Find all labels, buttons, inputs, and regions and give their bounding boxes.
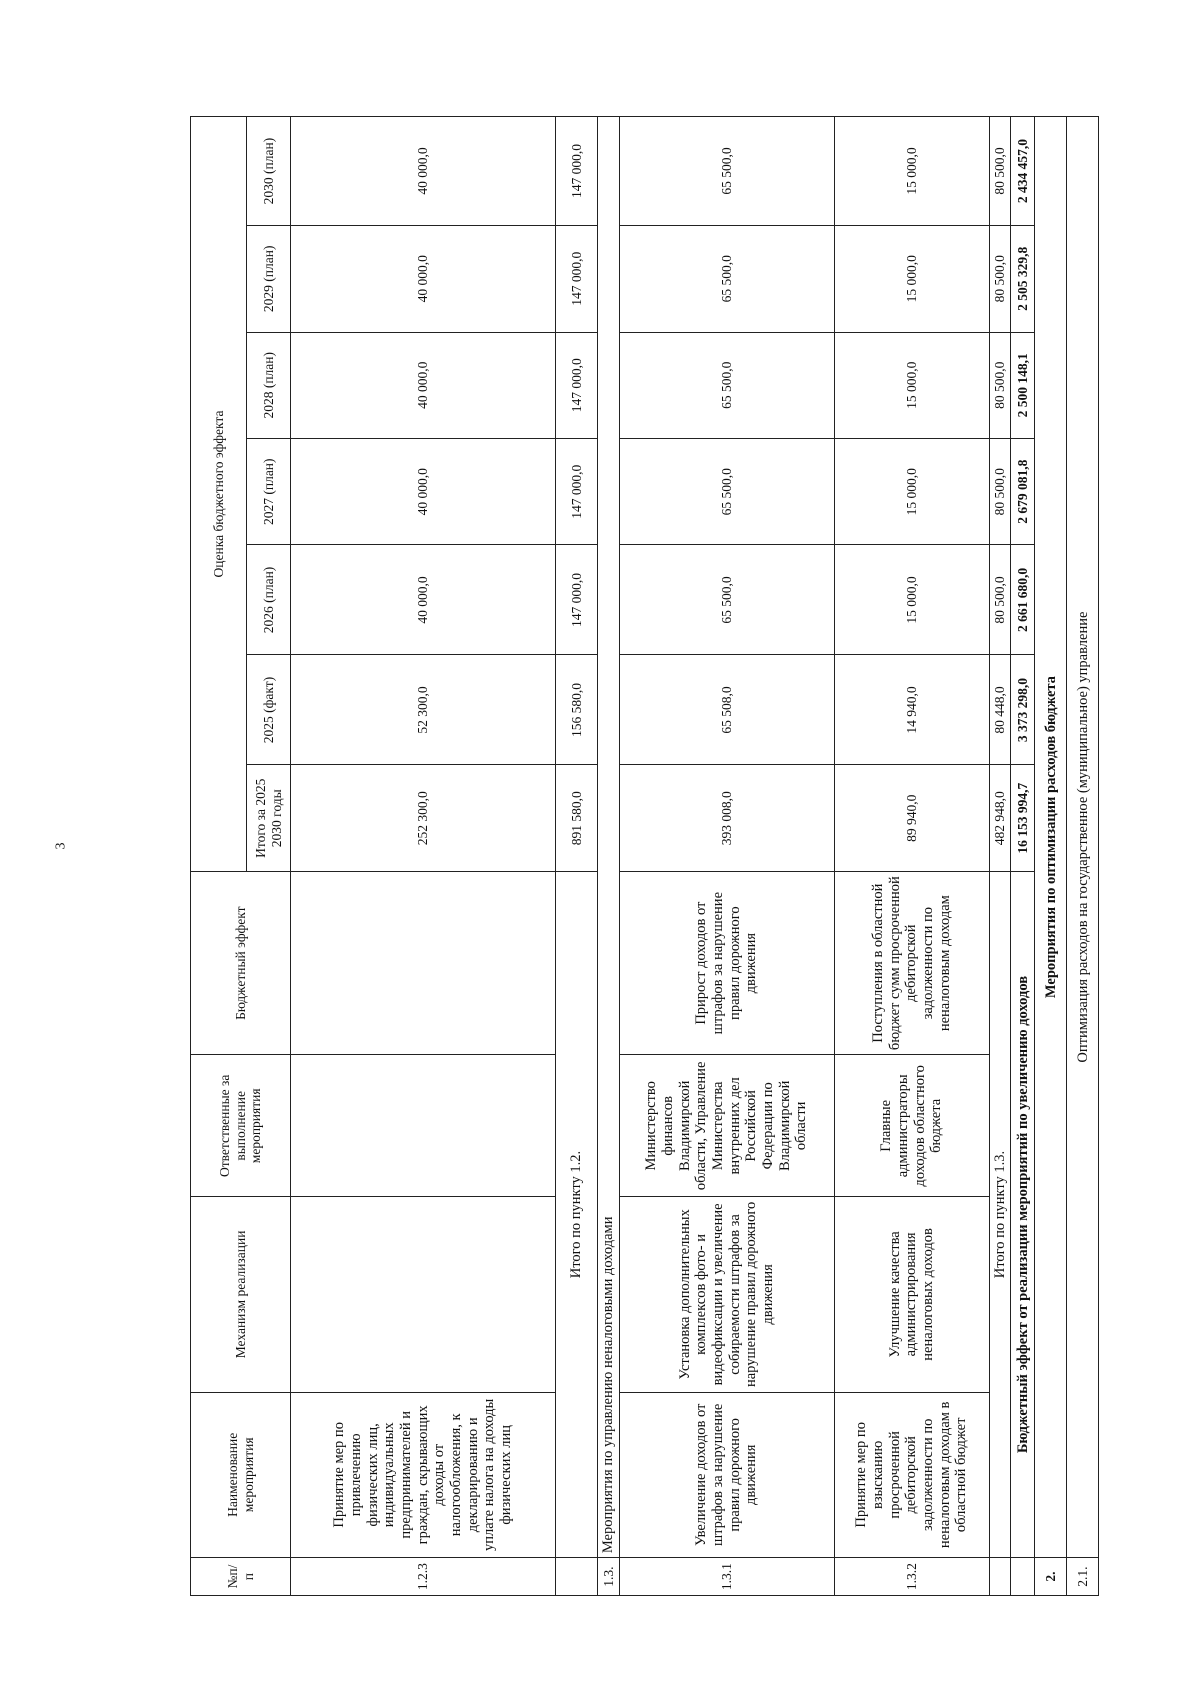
table-row-grand-total <box>1011 117 1035 1596</box>
value-2025: 80 448,0 <box>989 655 1011 765</box>
row-num <box>1011 1558 1035 1596</box>
header-year-2030: 2030 (план) <box>247 117 291 226</box>
measure-name: Принятие мер по взысканию просроченной дебиторской задолженности по неналоговым доходам в областной бюджет <box>834 1392 989 1558</box>
value-2027: 65 500,0 <box>619 439 834 545</box>
section-title: Оптимизация расходов на государственное (муниципальное) управление <box>1067 117 1099 1558</box>
budget-effect-table <box>190 116 1099 1596</box>
table-row-section-2 <box>1035 117 1067 1596</box>
value-2030: 80 500,0 <box>989 117 1011 226</box>
value-2025: 14 940,0 <box>834 655 989 765</box>
value-2025: 156 580,0 <box>556 655 598 765</box>
value-2028: 2 500 148,1 <box>1011 332 1035 438</box>
value-total: 482 948,0 <box>989 765 1011 871</box>
mechanism: Улучшение качества администрирования неналоговых доходов <box>834 1197 989 1392</box>
value-2028: 40 000,0 <box>291 332 556 438</box>
value-2026: 80 500,0 <box>989 545 1011 655</box>
value-2028: 15 000,0 <box>834 332 989 438</box>
row-num: 1.3.1 <box>619 1558 834 1596</box>
effect: Прирост доходов от штрафов за нарушение правил дорожного движения <box>619 871 834 1054</box>
value-total: 16 153 994,7 <box>1011 765 1035 871</box>
total-label: Итого по пункту 1.2. <box>556 871 598 1557</box>
mechanism: Установка дополнительных комплексов фото- и видеофиксации и увеличение собираемости штрафов за нарушение правил дорожного движения <box>619 1197 834 1392</box>
value-2030: 147 000,0 <box>556 117 598 226</box>
value-total: 393 008,0 <box>619 765 834 871</box>
table-row-total-1-2 <box>556 117 598 1596</box>
value-2027: 2 679 081,8 <box>1011 439 1035 545</box>
value-2029: 15 000,0 <box>834 226 989 332</box>
value-2026: 2 661 680,0 <box>1011 545 1035 655</box>
value-2029: 147 000,0 <box>556 226 598 332</box>
value-2028: 147 000,0 <box>556 332 598 438</box>
rotated-table-container <box>190 116 1120 1596</box>
row-num: 1.2.3 <box>291 1558 556 1596</box>
section-title: Мероприятия по оптимизации расходов бюджета <box>1035 117 1067 1558</box>
effect: Поступления в областной бюджет сумм просроченной дебиторской задолженности по неналоговым доходам <box>834 871 989 1054</box>
table-row-1-2-3 <box>291 117 556 1596</box>
row-num: 1.3. <box>598 1558 620 1596</box>
table-row-1-3-2 <box>834 117 989 1596</box>
value-2030: 40 000,0 <box>291 117 556 226</box>
value-2029: 40 000,0 <box>291 226 556 332</box>
responsible: Министерство финансов Владимирской области, Управление Министерства внутренних дел Российской Федерации по Владимирской области <box>619 1055 834 1197</box>
row-num <box>989 1558 1011 1596</box>
header-year-2027: 2027 (план) <box>247 439 291 545</box>
value-2028: 65 500,0 <box>619 332 834 438</box>
value-2027: 15 000,0 <box>834 439 989 545</box>
responsible <box>291 1055 556 1197</box>
page-number: 3 <box>53 842 69 850</box>
value-2027: 147 000,0 <box>556 439 598 545</box>
table-row-total-1-3 <box>989 117 1011 1596</box>
table-row-section-2-1 <box>1067 117 1099 1596</box>
table-row-section-1-3 <box>598 117 620 1596</box>
value-2026: 65 500,0 <box>619 545 834 655</box>
responsible: Главные администраторы доходов областного бюджета <box>834 1055 989 1197</box>
value-2025: 65 508,0 <box>619 655 834 765</box>
value-total: 89 940,0 <box>834 765 989 871</box>
value-2030: 2 434 457,0 <box>1011 117 1035 226</box>
value-2029: 2 505 329,8 <box>1011 226 1035 332</box>
section-title: Мероприятия по управлению неналоговыми доходами <box>598 117 620 1558</box>
value-2025: 52 300,0 <box>291 655 556 765</box>
header-assessment: Оценка бюджетного эффекта <box>191 117 247 872</box>
row-num: 2.1. <box>1067 1558 1099 1596</box>
mechanism <box>291 1197 556 1392</box>
header-year-2029: 2029 (план) <box>247 226 291 332</box>
header-year-2028: 2028 (план) <box>247 332 291 438</box>
measure-name: Принятие мер по привлечению физических лиц, индивидуальных предпринимателей и граждан, скрывающих доходы от налогообложения, к декларированию и уплате налога на доходы физических лиц <box>291 1392 556 1558</box>
row-num: 1.3.2 <box>834 1558 989 1596</box>
header-num: №п/п <box>191 1558 291 1596</box>
grand-total-label: Бюджетный эффект от реализации мероприятий по увеличению доходов <box>1011 871 1035 1557</box>
value-2028: 80 500,0 <box>989 332 1011 438</box>
value-2026: 147 000,0 <box>556 545 598 655</box>
value-total: 252 300,0 <box>291 765 556 871</box>
value-2026: 40 000,0 <box>291 545 556 655</box>
value-2030: 15 000,0 <box>834 117 989 226</box>
row-num: 2. <box>1035 1558 1067 1596</box>
header-mechanism: Механизм реализации <box>191 1197 291 1392</box>
total-label: Итого по пункту 1.3. <box>989 871 1011 1557</box>
value-2027: 40 000,0 <box>291 439 556 545</box>
measure-name: Увеличение доходов от штрафов за нарушение правил дорожного движения <box>619 1392 834 1558</box>
header-year-total: Итого за 2025 2030 годы <box>247 765 291 871</box>
table-row-1-3-1 <box>619 117 834 1596</box>
value-2027: 80 500,0 <box>989 439 1011 545</box>
row-num <box>556 1558 598 1596</box>
value-2029: 65 500,0 <box>619 226 834 332</box>
header-effect: Бюджетный эффект <box>191 871 291 1054</box>
value-total: 891 580,0 <box>556 765 598 871</box>
header-name: Наименование мероприятия <box>191 1392 291 1558</box>
header-year-2026: 2026 (план) <box>247 545 291 655</box>
value-2026: 15 000,0 <box>834 545 989 655</box>
value-2025: 3 373 298,0 <box>1011 655 1035 765</box>
value-2029: 80 500,0 <box>989 226 1011 332</box>
value-2030: 65 500,0 <box>619 117 834 226</box>
effect <box>291 871 556 1054</box>
header-responsible: Ответственные за выполнение мероприятия <box>191 1055 291 1197</box>
header-year-2025: 2025 (факт) <box>247 655 291 765</box>
